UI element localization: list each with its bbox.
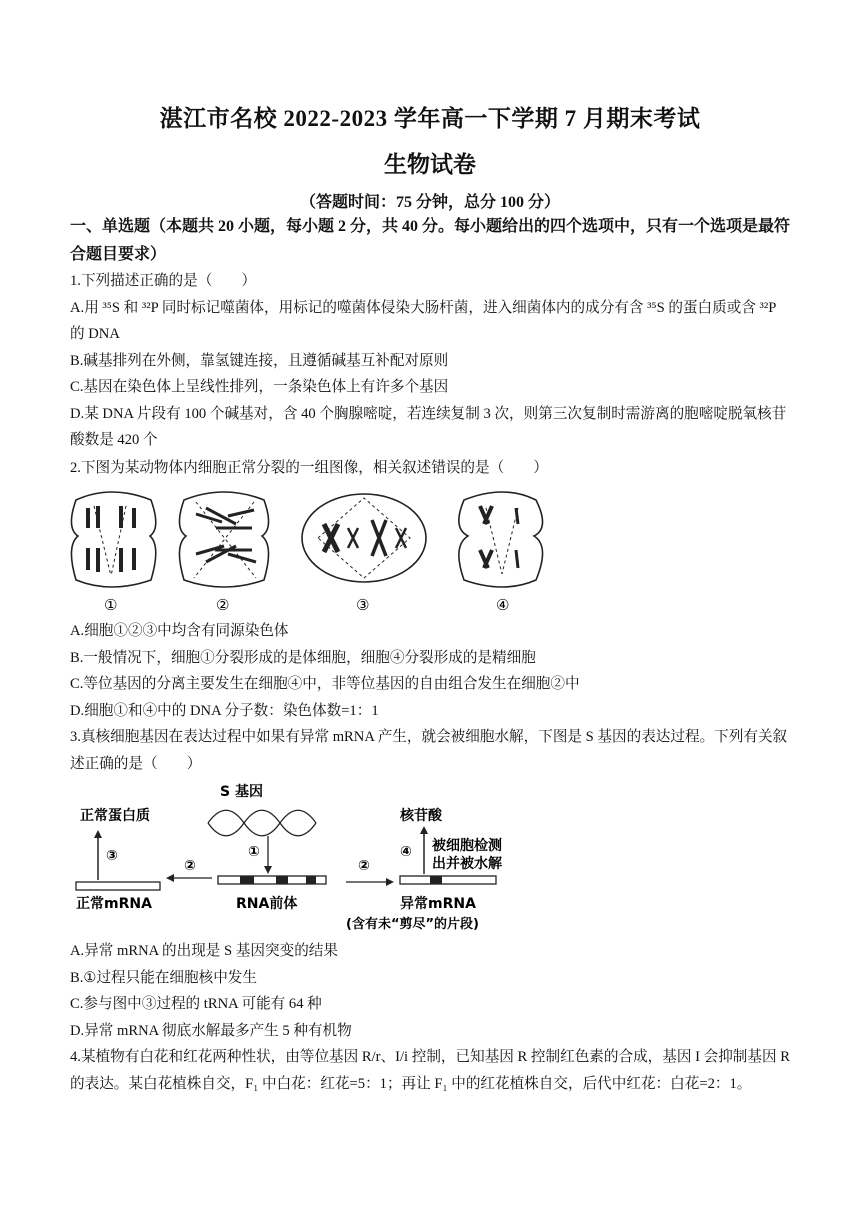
question-stem: 1.下列描述正确的是（ ） bbox=[70, 273, 257, 289]
normal-mrna-bar bbox=[76, 882, 160, 890]
nucleotide-label: 核苷酸 bbox=[400, 808, 442, 824]
abnormal-mrna-bar bbox=[400, 876, 496, 884]
option-c: C.参与图中③过程的 tRNA 可能有 64 种 bbox=[70, 996, 322, 1012]
cell-4-image bbox=[459, 492, 543, 587]
cell-division-figure bbox=[66, 488, 556, 616]
normal-protein-label: 正常蛋白质 bbox=[80, 808, 150, 824]
arrow-head-icon bbox=[420, 826, 428, 834]
cell-1-image bbox=[71, 492, 155, 587]
step-1-label: ① bbox=[248, 844, 260, 860]
option-d: D.某 DNA 片段有 100 个碱基对，含 40 个胸腺嘧啶，若连续复制 3 次，则第三次复制时需游离的胞嘧啶脱氧核苷酸数是 420 个 bbox=[70, 405, 787, 448]
cell-label: ④ bbox=[496, 596, 510, 614]
detect-label-1: 被细胞检测 bbox=[432, 838, 502, 854]
option-c: C.基因在染色体上呈线性排列，一条染色体上有许多个基因 bbox=[70, 379, 449, 395]
abnormal-mrna-note: (含有未“剪尽”的片段) bbox=[346, 917, 479, 932]
option-d: D.异常 mRNA 彻底水解最多产生 5 种有机物 bbox=[70, 1022, 352, 1039]
question-2 bbox=[70, 455, 792, 482]
gene-expression-figure bbox=[70, 778, 540, 938]
option-a: A.异常 mRNA 的出现是 S 基因突变的结果 bbox=[70, 943, 338, 959]
s-gene-label: S 基因 bbox=[220, 784, 263, 800]
rna-precursor-bar bbox=[218, 876, 326, 884]
option-a: A.细胞①②③中均含有同源染色体 bbox=[70, 623, 289, 639]
cell-label: ③ bbox=[356, 596, 370, 614]
dna-double-helix bbox=[208, 810, 316, 836]
option-b: B.碱基排列在外侧，靠氢键连接，且遵循碱基互补配对原则 bbox=[70, 352, 449, 369]
detect-label-2: 出并被水解 bbox=[432, 856, 502, 872]
arrow-head-icon bbox=[264, 866, 272, 874]
question-3 bbox=[70, 724, 792, 777]
rna-precursor-label: RNA前体 bbox=[236, 896, 298, 912]
step-2-label: ② bbox=[184, 858, 196, 874]
cell-2-image bbox=[179, 492, 268, 587]
question-stem: 4.某植物有白花和红花两种性状，由等位基因 R/r、I/i 控制，已知基因 R 控制红色素的合成，基因 I 会抑制基因 R 的表达。某白花植株自交，F₁ 中白花：红花=5：1；再让 F₁ 中的红花植株自交，后代中红花：白花=2：1。 bbox=[70, 1049, 790, 1092]
option-b: B.①过程只能在细胞核中发生 bbox=[70, 969, 257, 986]
arrow-head-icon bbox=[386, 878, 394, 886]
question-stem: 3.真核细胞基因在表达过程中如果有异常 mRNA 产生，就会被细胞水解，下图是 S 基因的表达过程。下列有关叙述正确的是（ ） bbox=[70, 729, 788, 772]
question-2-options bbox=[70, 618, 792, 724]
exam-subject: 生物试卷 bbox=[384, 152, 476, 177]
arrow-head-icon bbox=[166, 874, 174, 882]
section-heading: 一、单选题（本题共 20 小题，每小题 2 分，共 40 分。每小题给出的四个选项中，只有一个选项是最符合题目要求） bbox=[70, 218, 791, 263]
cell-3-image bbox=[302, 494, 426, 582]
question-1 bbox=[70, 268, 792, 454]
arrow-head-icon bbox=[94, 830, 102, 838]
step-2b-label: ② bbox=[358, 858, 370, 874]
cell-label: ① bbox=[104, 596, 118, 614]
option-b: B.一般情况下，细胞①分裂形成的是体细胞，细胞④分裂形成的是精细胞 bbox=[70, 649, 536, 666]
abnormal-mrna-label: 异常mRNA bbox=[400, 896, 476, 912]
exam-meta: （答题时间：75 分钟，总分 100 分） bbox=[299, 194, 560, 211]
option-d: D.细胞①和④中的 DNA 分子数：染色体数=1：1 bbox=[70, 702, 379, 719]
dna-double-helix bbox=[208, 810, 316, 836]
option-c: C.等位基因的分离主要发生在细胞④中，非等位基因的自由组合发生在细胞②中 bbox=[70, 676, 580, 692]
step-4-label: ④ bbox=[400, 844, 412, 860]
exam-title: 湛江市名校 2022-2023 学年高一下学期 7 月期末考试 bbox=[159, 106, 701, 131]
question-4 bbox=[70, 1044, 792, 1097]
question-stem: 2.下图为某动物体内细胞正常分裂的一组图像，相关叙述错误的是（ ） bbox=[70, 460, 548, 476]
cell-label: ② bbox=[216, 596, 230, 614]
step-3-label: ③ bbox=[106, 848, 118, 864]
question-3-options bbox=[70, 938, 792, 1044]
option-a: A.用 ³⁵S 和 ³²P 同时标记噬菌体，用标记的噬菌体侵染大肠杆菌，进入细菌体内的成分有含 ³⁵S 的蛋白质或含 ³²P 的 DNA bbox=[70, 299, 776, 342]
normal-mrna-label: 正常mRNA bbox=[76, 896, 152, 912]
